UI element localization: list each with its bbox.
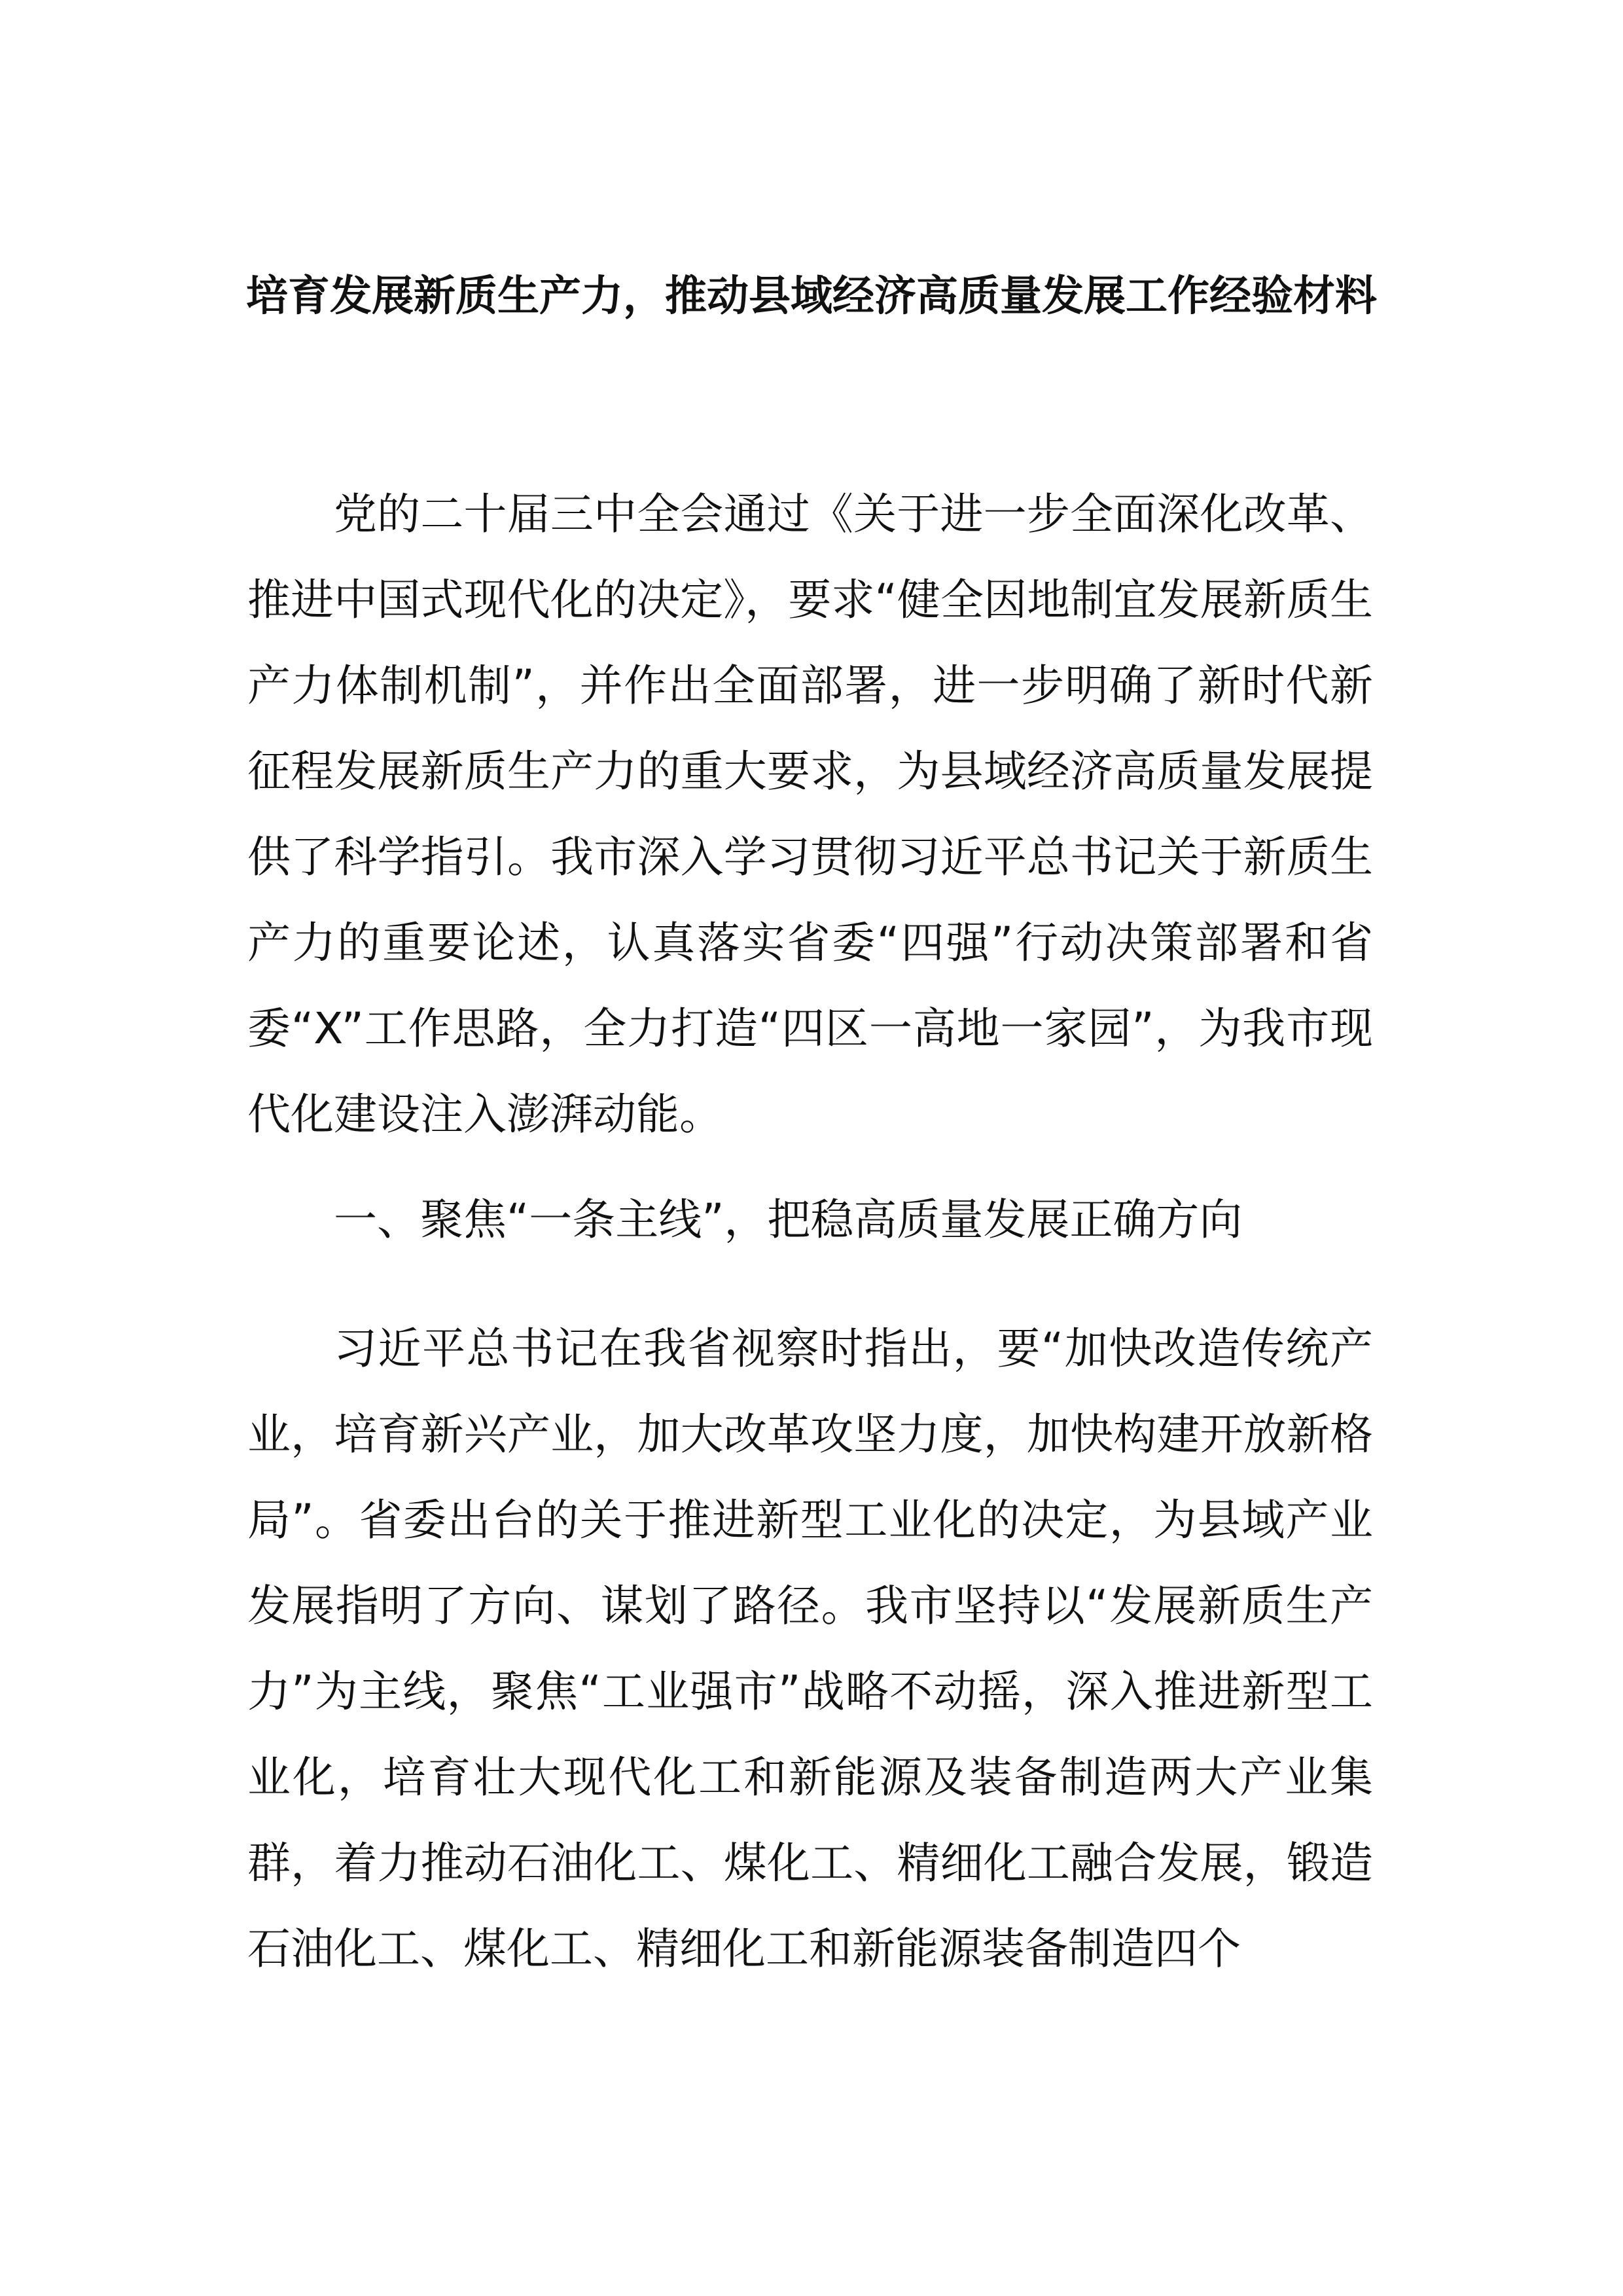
body-paragraph-section-1: 习近平总书记在我省视察时指出，要“加快改造传统产业，培育新兴产业，加大改革攻坚力度，加快构建开放新格局”。省委出台的关于推进新型工业化的决定，为县域产业发展指明了方向、谋划了路径。我市坚持以“发展新质生产力”为主线，聚焦“工业强市”战略不动摇，深入推进新型工业化，培育壮大现代化工和新能源及装备制造两大产业集群，着力推动石油化工、煤化工、精细化工融合发展，锻造石油化工、煤化工、精细化工和新能源装备制造四个: [247, 1323, 1373, 1974]
body-paragraph-intro: 党的二十届三中全会通过《关于进一步全面深化改革、推进中国式现代化的决定》，要求“健全因地制宜发展新质生产力体制机制”，并作出全面部署，进一步明确了新时代新征程发展新质生产力的重大要求，为县域经济高质量发展提供了科学指引。我市深入学习贯彻习近平总书记关于新质生产力的重要论述，认真落实省委“四强”行动决策部署和省委“X”工作思路，全力打造“四区一高地一家园”，为我市现代化建设注入澎湃动能。: [247, 489, 1373, 1139]
document-title: 培育发展新质生产力，推动县域经济高质量发展工作经验材料: [246, 272, 1377, 321]
section-heading-1: 一、聚焦“一条主线”，把稳高质量发展正确方向: [334, 1194, 1243, 1245]
